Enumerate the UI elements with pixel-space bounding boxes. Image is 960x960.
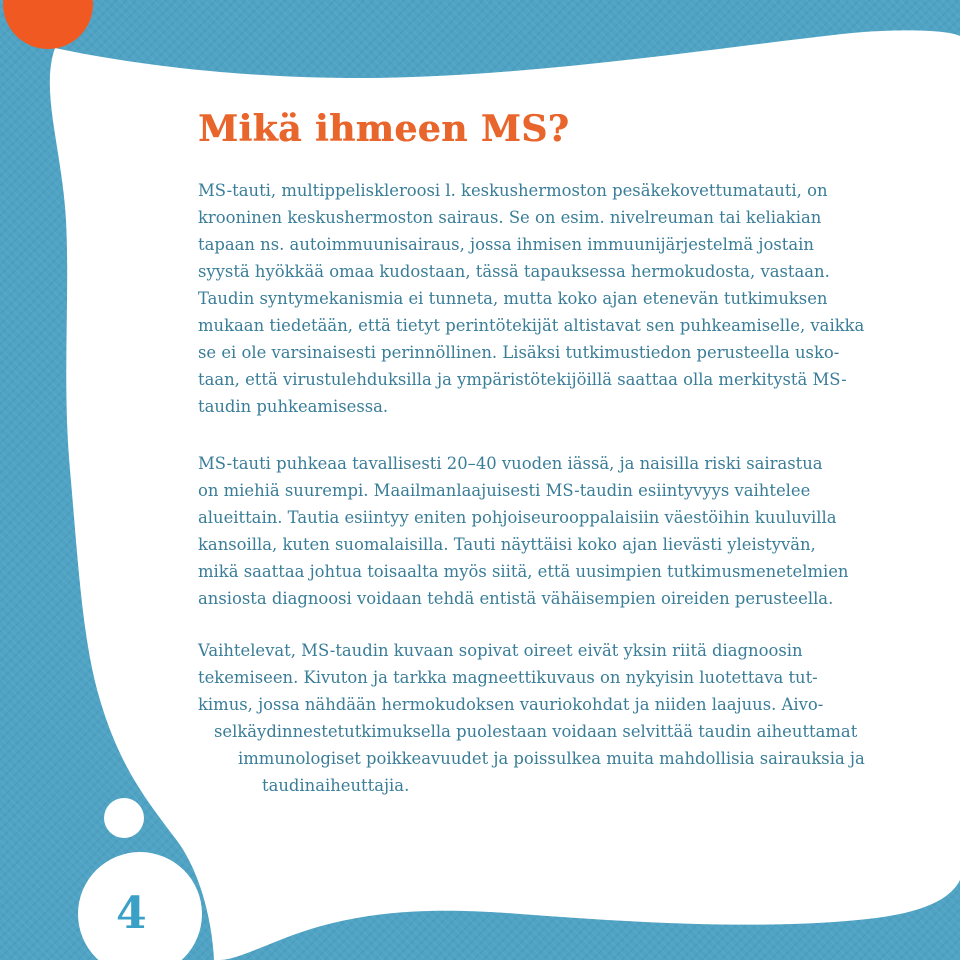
text-line: mukaan tiedetään, että tietyt perintötekijät altistavat sen puhkeamiselle, vaikka	[198, 316, 865, 335]
paragraph-2	[198, 450, 878, 612]
text-line: Vaihtelevat, MS-taudin kuvaan sopivat oireet eivät yksin riitä diagnoosin	[198, 641, 803, 660]
text-line: kimus, jossa nähdään hermokudoksen vauriokohdat ja niiden laajuus. Aivo-	[198, 695, 824, 714]
text-line: se ei ole varsinaisesti perinnöllinen. Lisäksi tutkimustiedon perusteella usko-	[198, 343, 840, 362]
text-line: MS-tauti, multippeliskleroosi l. keskushermoston pesäkekovettumatauti, on	[198, 181, 828, 200]
text-line: immunologiset poikkeavuudet ja poissulkea muita mahdollisia sairauksia ja	[238, 749, 865, 768]
page-number: 4	[116, 888, 147, 939]
text-line: taan, että virustulehduksilla ja ympäristötekijöillä saattaa olla merkitystä MS-	[198, 370, 847, 389]
text-line: taudinaiheuttajia.	[262, 776, 410, 795]
text-line: MS-tauti puhkeaa tavallisesti 20–40 vuoden iässä, ja naisilla riski sairastua	[198, 454, 823, 473]
text-line: tapaan ns. autoimmuunisairaus, jossa ihmisen immuunijärjestelmä jostain	[198, 235, 814, 254]
text-line: tekemiseen. Kivuton ja tarkka magneettikuvaus on nykyisin luotettava tut-	[198, 668, 818, 687]
text-line: selkäydinnestetutkimuksella puolestaan voidaan selvittää taudin aiheuttamat	[214, 722, 858, 741]
text-line: kansoilla, kuten suomalaisilla. Tauti näyttäisi koko ajan lievästi yleistyvän,	[198, 535, 816, 554]
paragraph-1	[198, 177, 878, 420]
text-line: taudin puhkeamisessa.	[198, 397, 389, 416]
text-line: mikä saattaa johtua toisaalta myös siitä, että uusimpien tutkimusmenetelmien	[198, 562, 849, 581]
text-line: krooninen keskushermoston sairaus. Se on esim. nivelreuman tai keliakian	[198, 208, 822, 227]
page-title: Mikä ihmeen MS?	[198, 108, 570, 150]
text-line: Taudin syntymekanismia ei tunneta, mutta koko ajan etenevän tutkimuksen	[198, 289, 828, 308]
text-line: syystä hyökkää omaa kudostaan, tässä tapauksessa hermokudosta, vastaan.	[198, 262, 830, 281]
text-line: ansiosta diagnoosi voidaan tehdä entistä vähäisempien oireiden perusteella.	[198, 589, 834, 608]
text-line: on miehiä suurempi. Maailmanlaajuisesti MS-taudin esiintyvyys vaihtelee	[198, 481, 811, 500]
text-line: alueittain. Tautia esiintyy eniten pohjoiseurooppalaisiin väestöihin kuuluvilla	[198, 508, 837, 527]
